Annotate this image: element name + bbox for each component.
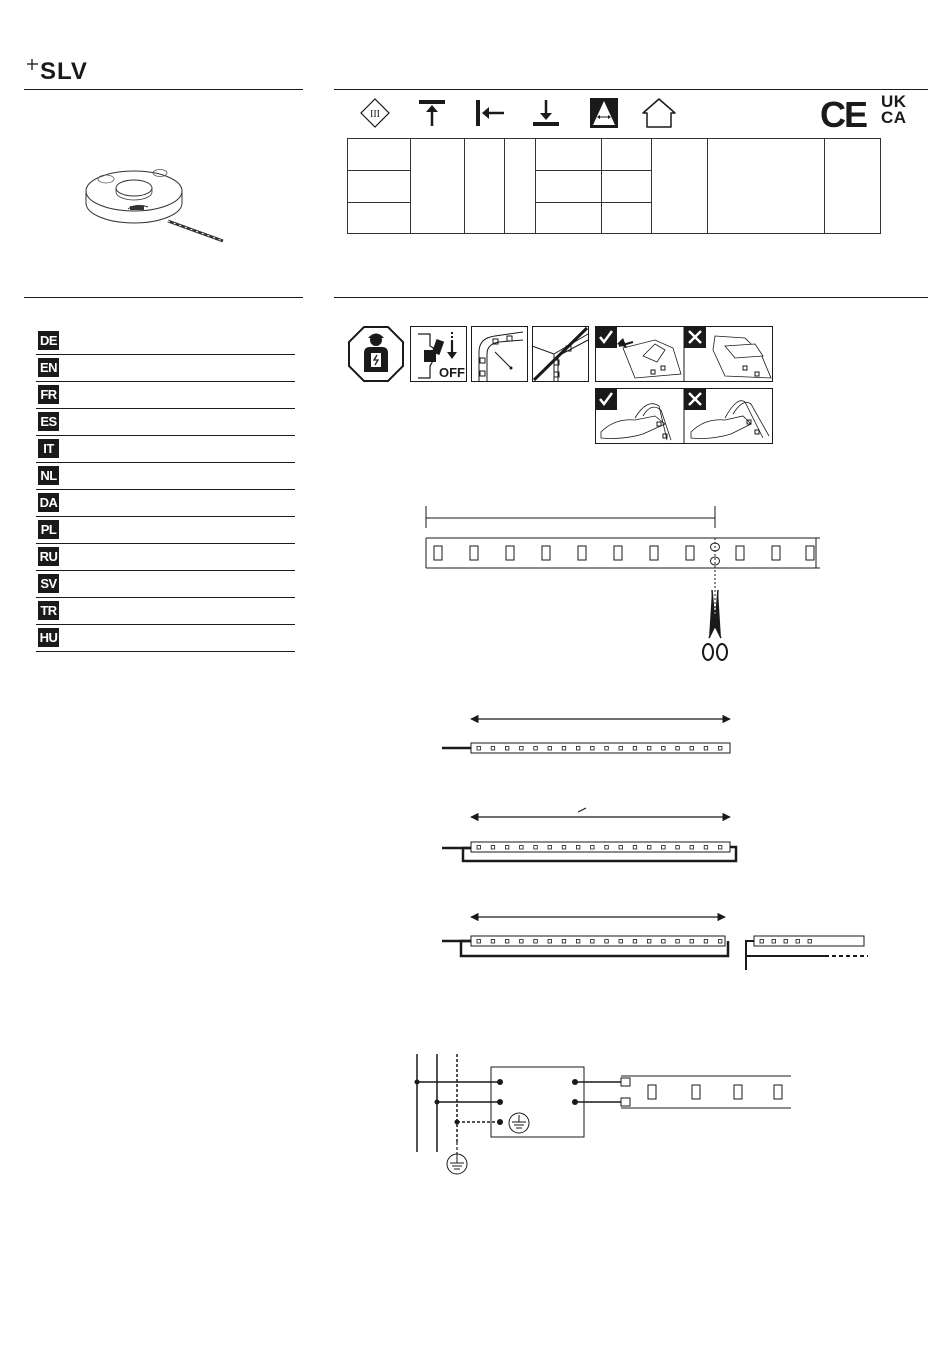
power-off-icon <box>410 326 467 382</box>
led-chip <box>704 940 708 944</box>
spec-cell <box>652 139 708 234</box>
language-badge: TR <box>38 601 59 620</box>
language-badge: RU <box>39 549 58 564</box>
language-badge: DA <box>39 495 58 510</box>
led-chip <box>647 940 651 944</box>
led-reel-image <box>78 155 228 245</box>
ground-icon <box>447 1142 467 1174</box>
language-badge: IT <box>38 439 59 458</box>
ce-mark: CE <box>820 94 867 135</box>
led-chip <box>676 846 680 850</box>
spec-cell <box>602 203 652 234</box>
spec-cell <box>536 139 602 171</box>
brand-name: SLV <box>40 58 88 85</box>
led-chip <box>718 940 722 944</box>
led-chip <box>548 940 552 944</box>
led-chip <box>647 747 651 751</box>
led-chip <box>520 846 524 850</box>
led-chip <box>520 747 524 751</box>
svg-text:OFF: OFF <box>439 365 465 380</box>
language-list <box>36 328 295 652</box>
spec-cell <box>536 203 602 234</box>
led-chip <box>619 846 623 850</box>
led-chip <box>520 940 524 944</box>
spec-cell <box>602 139 652 171</box>
language-row <box>36 436 295 463</box>
svg-text:III: III <box>370 109 380 120</box>
spec-cell <box>602 171 652 203</box>
led-chip <box>477 747 481 751</box>
led-chip <box>591 747 595 751</box>
led-chip <box>662 846 666 850</box>
ground-icon <box>509 1113 529 1133</box>
led-chip <box>562 747 566 751</box>
led-chips <box>434 546 814 560</box>
led-chip <box>576 747 580 751</box>
led-chip <box>534 747 538 751</box>
led-chip <box>718 846 722 850</box>
led-chip <box>491 940 495 944</box>
language-badge: HU <box>39 630 58 645</box>
single-feed-diagram <box>442 719 730 753</box>
language-row <box>36 490 295 517</box>
spec-cell <box>411 139 465 234</box>
language-badge: DE <box>39 333 58 348</box>
led-chip <box>690 747 694 751</box>
wiring-diagram <box>405 1050 805 1180</box>
led-chip <box>633 747 637 751</box>
protection-class-iii-icon <box>360 98 390 128</box>
led-chip <box>619 747 623 751</box>
led-chip <box>605 940 609 944</box>
language-row <box>36 409 295 436</box>
led-chip <box>690 940 694 944</box>
language-row <box>36 625 295 652</box>
scissors-icon <box>703 590 727 660</box>
led-chip <box>562 846 566 850</box>
logo-cross-icon <box>26 58 40 74</box>
double-feed-diagram <box>442 808 736 861</box>
led-chip <box>505 747 509 751</box>
led-chip <box>491 747 495 751</box>
spec-table <box>347 138 881 234</box>
led-chip <box>576 940 580 944</box>
top-left-rule <box>24 89 303 90</box>
extension-feed-diagram <box>442 917 868 970</box>
led-chip <box>676 747 680 751</box>
spec-cell <box>505 139 536 234</box>
language-badge: PL <box>38 520 59 539</box>
led-chip <box>704 846 708 850</box>
ukca-line1: UK <box>881 92 907 111</box>
language-row <box>36 571 295 598</box>
led-chip <box>662 747 666 751</box>
led-chip <box>633 846 637 850</box>
no-sharp-edge-icon <box>532 326 589 382</box>
indoor-use-icon <box>641 97 677 129</box>
led-chip <box>718 747 722 751</box>
led-chip <box>591 940 595 944</box>
ukca-line2: CA <box>881 108 907 127</box>
electrician-icon <box>347 325 405 383</box>
led-chip <box>605 747 609 751</box>
mid-right-rule <box>334 297 928 298</box>
led-chip <box>676 940 680 944</box>
top-right-rule <box>334 89 928 90</box>
spec-cell <box>348 203 411 234</box>
language-badge: EN <box>39 360 58 375</box>
led-chip <box>562 940 566 944</box>
led-chip <box>647 846 651 850</box>
language-row <box>36 355 295 382</box>
spec-cell <box>465 139 505 234</box>
language-row <box>36 544 295 571</box>
language-badge: NL <box>38 466 59 485</box>
language-row <box>36 463 295 490</box>
led-chip <box>491 846 495 850</box>
mount-wall-icon <box>474 98 506 128</box>
language-row <box>36 517 295 544</box>
led-chip <box>534 846 538 850</box>
led-chip <box>576 846 580 850</box>
spec-cell <box>708 139 825 234</box>
language-badge: FR <box>38 385 59 404</box>
ukca-mark <box>881 94 907 126</box>
language-badge: SV <box>38 574 59 593</box>
led-chip <box>690 846 694 850</box>
spec-cell <box>348 139 411 171</box>
led-chip <box>796 940 800 944</box>
led-chip <box>477 940 481 944</box>
led-chip <box>772 940 776 944</box>
language-row <box>36 328 295 355</box>
mount-ceiling-icon <box>417 98 447 128</box>
mount-floor-icon <box>531 98 561 128</box>
led-chip <box>619 940 623 944</box>
led-chip <box>704 747 708 751</box>
led-chip <box>477 846 481 850</box>
led-chip <box>760 940 764 944</box>
led-chip <box>548 846 552 850</box>
led-chip <box>605 846 609 850</box>
tape-apply-panel <box>595 326 773 382</box>
led-chip <box>534 940 538 944</box>
led-chip <box>784 940 788 944</box>
led-chip <box>505 846 509 850</box>
mid-left-rule <box>24 297 303 298</box>
spec-cell <box>825 139 881 234</box>
led-chip <box>662 940 666 944</box>
led-chip <box>548 747 552 751</box>
led-chip <box>505 940 509 944</box>
led-chip <box>808 940 812 944</box>
led-chip <box>633 940 637 944</box>
spec-cell <box>536 171 602 203</box>
length-diagrams <box>440 708 880 973</box>
language-row <box>36 598 295 625</box>
language-badge: ES <box>38 412 59 431</box>
beam-angle-icon <box>589 97 619 129</box>
spacing-icon <box>471 326 528 382</box>
tape-bend-panel <box>595 388 773 444</box>
spec-cell <box>348 171 411 203</box>
led-chip <box>591 846 595 850</box>
language-row <box>36 382 295 409</box>
cutting-diagram <box>420 498 820 668</box>
